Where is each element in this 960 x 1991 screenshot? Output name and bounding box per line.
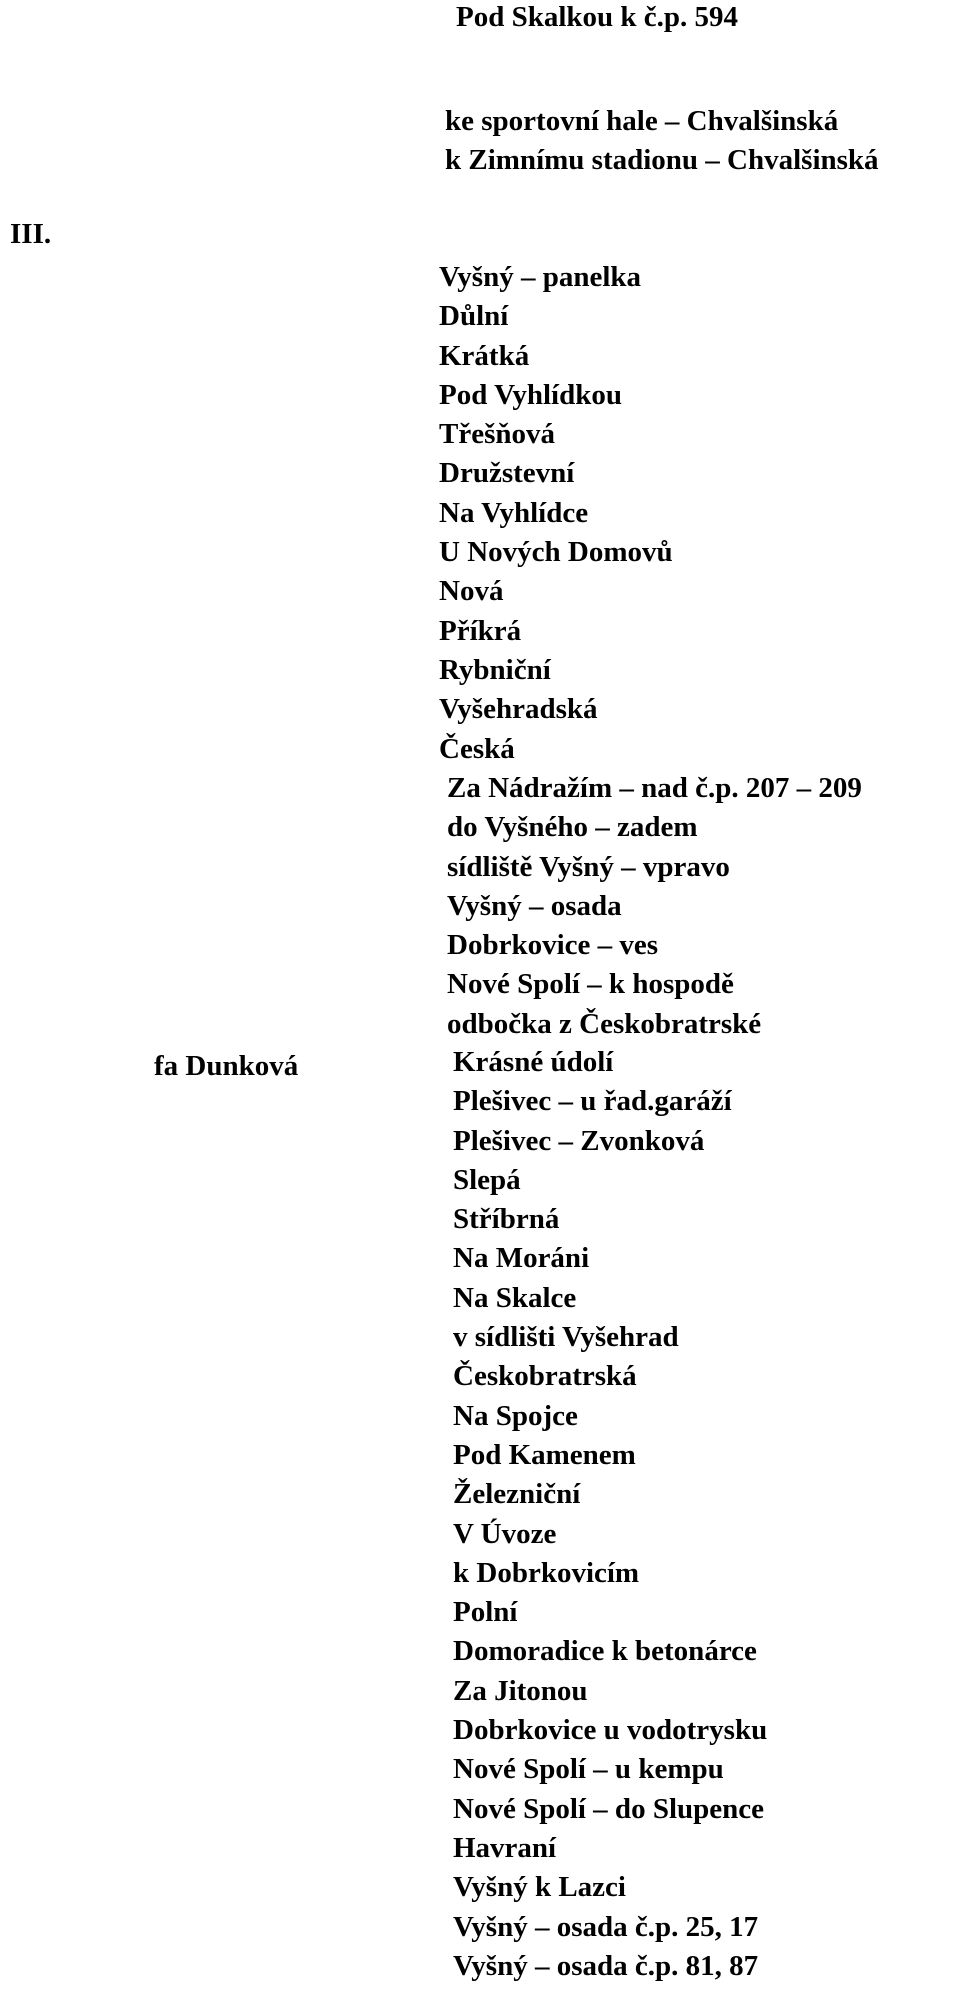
stop-item: Slepá xyxy=(453,1163,521,1196)
stop-item: Plešivec – u řad.garáží xyxy=(453,1085,732,1118)
side-label: fa Dunková xyxy=(154,1050,299,1082)
stop-item: Vyšehradská xyxy=(439,693,598,726)
stop-item: odbočka z Českobratrské xyxy=(447,1007,762,1040)
stop-item: k Dobrkovicím xyxy=(453,1556,640,1589)
stop-item: Českobratrská xyxy=(453,1360,637,1393)
stop-item: Důlní xyxy=(439,300,509,333)
stop-item: Příkrá xyxy=(439,614,522,647)
stop-item: Družstevní xyxy=(439,457,575,490)
stop-item: Pod Vyhlídkou xyxy=(439,378,622,411)
stop-item: Vyšný – osada č.p. 25, 17 xyxy=(453,1910,759,1943)
stop-item: Železniční xyxy=(453,1478,581,1511)
stop-item: do Vyšného – zadem xyxy=(447,811,698,844)
stop-list-c xyxy=(453,1043,767,1986)
stop-item: Za Nádražím – nad č.p. 207 – 209 xyxy=(447,772,862,804)
stop-item: V Úvoze xyxy=(453,1517,557,1550)
stop-list-a xyxy=(439,258,673,769)
stop-item: Stříbrná xyxy=(453,1203,560,1236)
stop-list-b xyxy=(447,769,862,1044)
stop-item: Krásné údolí xyxy=(453,1046,614,1078)
stop-item: Vyšný – osada xyxy=(447,889,622,922)
sport-line-2: k Zimnímu stadionu – Chvalšinská xyxy=(445,144,879,176)
header-line: Pod Skalkou k č.p. 594 xyxy=(456,1,739,33)
stop-item: Nové Spolí – u kempu xyxy=(453,1753,724,1786)
stop-item: Rybniční xyxy=(439,653,551,686)
stop-item: Vyšný – panelka xyxy=(439,261,642,293)
section-number: III. xyxy=(10,218,52,250)
stop-item: Vyšný – osada č.p. 81, 87 xyxy=(453,1949,759,1982)
stop-item: Třešňová xyxy=(439,418,555,451)
stop-item: Na Vyhlídce xyxy=(439,496,589,529)
stop-item: Na Spojce xyxy=(453,1399,578,1432)
stop-item: v sídlišti Vyšehrad xyxy=(453,1321,679,1354)
stop-item: Na Skalce xyxy=(453,1281,577,1314)
stop-item: Domoradice k betonárce xyxy=(453,1635,757,1668)
stop-item: Pod Kamenem xyxy=(453,1438,636,1471)
stop-item: Na Moráni xyxy=(453,1242,590,1275)
stop-item: Dobrkovice – ves xyxy=(447,929,659,962)
stop-item: Krátká xyxy=(439,339,530,372)
stop-item: Česká xyxy=(439,732,515,765)
stop-item: sídliště Vyšný – vpravo xyxy=(447,850,730,883)
sport-line-1: ke sportovní hale – Chvalšinská xyxy=(445,105,839,137)
stop-item: Dobrkovice u vodotrysku xyxy=(453,1714,768,1747)
stop-item: U Nových Domovů xyxy=(439,536,673,569)
stop-item: Havraní xyxy=(453,1831,557,1864)
stop-item: Plešivec – Zvonková xyxy=(453,1124,705,1157)
stop-item: Nové Spolí – do Slupence xyxy=(453,1792,764,1825)
stop-item: Vyšný k Lazci xyxy=(453,1871,626,1904)
stop-item: Nová xyxy=(439,575,504,608)
stop-item: Polní xyxy=(453,1596,518,1629)
stop-item: Za Jitonou xyxy=(453,1674,588,1707)
stop-item: Nové Spolí – k hospodě xyxy=(447,968,734,1001)
